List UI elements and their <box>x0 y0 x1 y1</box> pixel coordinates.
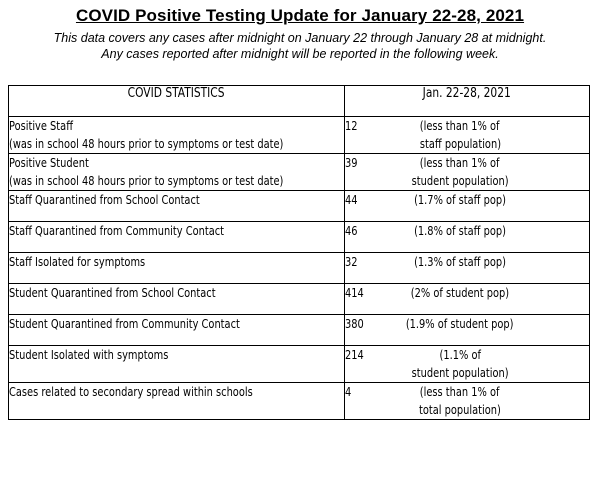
table-row <box>9 222 590 253</box>
row-label: Student Isolated with symptoms <box>9 346 345 383</box>
covid-statistics-table <box>8 85 590 420</box>
row-value: 39 <box>344 156 358 170</box>
row-value-cell <box>344 222 589 253</box>
row-note: (less than 1% of staff population) <box>419 119 501 151</box>
row-value: 414 <box>344 286 364 300</box>
row-value-cell <box>344 154 589 191</box>
column-header-statistics: COVID STATISTICS <box>9 86 345 117</box>
row-value: 44 <box>344 193 358 207</box>
row-label: Positive Staff (was in school 48 hours prior to symptoms or test date) <box>9 117 345 154</box>
row-value-cell <box>344 191 589 222</box>
column-header-date-range: Jan. 22-28, 2021 <box>344 86 589 117</box>
row-note: (1.9% of student pop) <box>406 317 514 331</box>
row-value-cell <box>344 253 589 284</box>
row-value: 32 <box>344 255 358 269</box>
row-note: (1.3% of staff pop) <box>414 255 507 269</box>
table-row <box>9 315 590 346</box>
page-title: COVID Positive Testing Update for January 22-28, 2021 <box>75 6 525 25</box>
row-note: (1.7% of staff pop) <box>414 193 507 207</box>
row-label: Student Quarantined from Community Contact <box>9 315 345 346</box>
row-value-cell <box>344 346 589 383</box>
row-label: Staff Quarantined from School Contact <box>9 191 345 222</box>
row-value-cell <box>344 315 589 346</box>
row-label: Positive Student (was in school 48 hours prior to symptoms or test date) <box>9 154 345 191</box>
row-value: 380 <box>344 317 364 331</box>
row-value-cell <box>344 117 589 154</box>
row-value: 12 <box>344 119 358 133</box>
row-note: (less than 1% of total population) <box>419 385 502 417</box>
row-value: 214 <box>344 348 364 362</box>
row-note: (1.1% of student population) <box>411 348 509 380</box>
table-row <box>9 191 590 222</box>
subtitle-line-2: Any cases reported after midnight will be reported in the following week. <box>101 47 499 61</box>
row-label: Staff Quarantined from Community Contact <box>9 222 345 253</box>
table-row <box>9 154 590 191</box>
row-value: 46 <box>344 224 358 238</box>
row-value-cell <box>344 383 589 420</box>
row-value-cell <box>344 284 589 315</box>
table-row <box>9 383 590 420</box>
row-label: Staff Isolated for symptoms <box>9 253 345 284</box>
row-note: (2% of student pop) <box>410 286 510 300</box>
row-label: Student Quarantined from School Contact <box>9 284 345 315</box>
row-label: Cases related to secondary spread within schools <box>9 383 345 420</box>
row-value: 4 <box>344 385 351 399</box>
table-row <box>9 253 590 284</box>
table-row <box>9 346 590 383</box>
table-header-row <box>9 86 590 117</box>
row-note: (1.8% of staff pop) <box>414 224 507 238</box>
table-row <box>9 117 590 154</box>
subtitle-line-1: This data covers any cases after midnight on January 22 through January 28 at midnight. <box>53 31 547 45</box>
table-row <box>9 284 590 315</box>
row-note: (less than 1% of student population) <box>411 156 509 188</box>
